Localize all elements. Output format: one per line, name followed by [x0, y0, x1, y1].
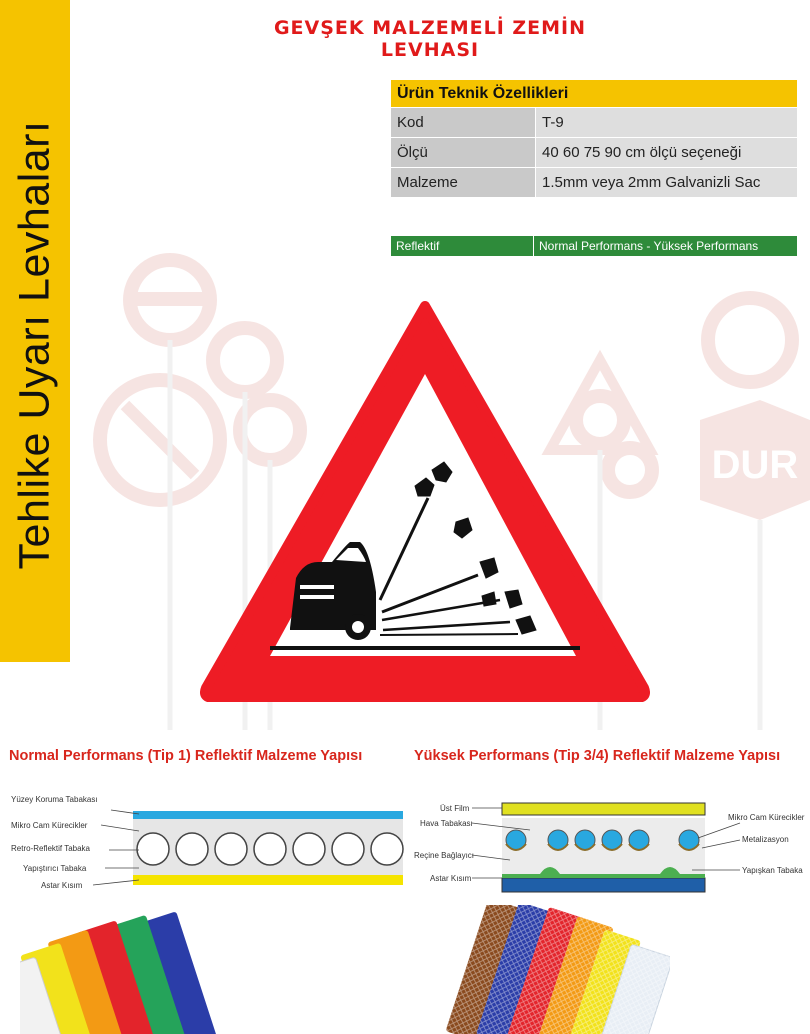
high-layer-diagram [410, 790, 810, 900]
high-sheet-swatches [440, 905, 670, 1034]
spec-header: Ürün Teknik Özellikleri [391, 80, 798, 108]
spec-label-kod: Kod [391, 108, 536, 138]
high-label-adhesive: Yapışkan Tabaka [742, 866, 803, 875]
normal-performance-title: Normal Performans (Tip 1) Reflektif Malzeme Yapısı [9, 748, 363, 764]
spec-value-malzeme: 1.5mm veya 2mm Galvanizli Sac [536, 168, 798, 198]
side-band [0, 0, 70, 662]
spec-value-olcu: 40 60 75 90 cm ölçü seçeneği [536, 138, 798, 168]
high-performance-title: Yüksek Performans (Tip 3/4) Reflektif Malzeme Yapısı [414, 748, 781, 764]
side-title: Tehlike Uyarı Levhaları [10, 120, 59, 570]
layer-label-retroreflective: Retro-Reflektif Tabaka [11, 844, 90, 853]
layer-label-microbeads: Mikro Cam Kürecikler [11, 821, 88, 830]
high-label-liner: Astar Kısım [430, 874, 472, 883]
high-label-air: Hava Tabakası [420, 819, 473, 828]
high-label-resin: Reçine Bağlayıcı [414, 851, 475, 860]
spec-row [391, 108, 798, 138]
spec-label-olcu: Ölçü [391, 138, 536, 168]
high-label-microbeads: Mikro Cam Kürecikler [728, 813, 805, 822]
reflective-value: Normal Performans - Yüksek Performans [534, 236, 798, 257]
page-title: GEVŞEK MALZEMELİ ZEMİN LEVHASI [273, 17, 587, 61]
high-label-metallization: Metalizasyon [742, 835, 789, 844]
spec-row [391, 138, 798, 168]
spec-label-malzeme: Malzeme [391, 168, 536, 198]
spec-table [390, 79, 798, 198]
layer-label-adhesive: Yapıştırıcı Tabaka [23, 864, 87, 873]
background-dur-text: DUR [711, 443, 799, 487]
spec-header-row [391, 80, 798, 108]
high-label-top-film: Üst Film [440, 804, 470, 813]
loose-gravel-warning-sign [200, 300, 650, 702]
reflective-label: Reflektif [391, 236, 534, 257]
normal-layer-diagram [5, 788, 405, 898]
normal-sheet-swatches [20, 910, 250, 1034]
spec-value-kod: T-9 [536, 108, 798, 138]
layer-label-liner: Astar Kısım [41, 881, 83, 890]
layer-label-surface: Yüzey Koruma Tabakası [11, 795, 98, 804]
spec-row [391, 168, 798, 198]
